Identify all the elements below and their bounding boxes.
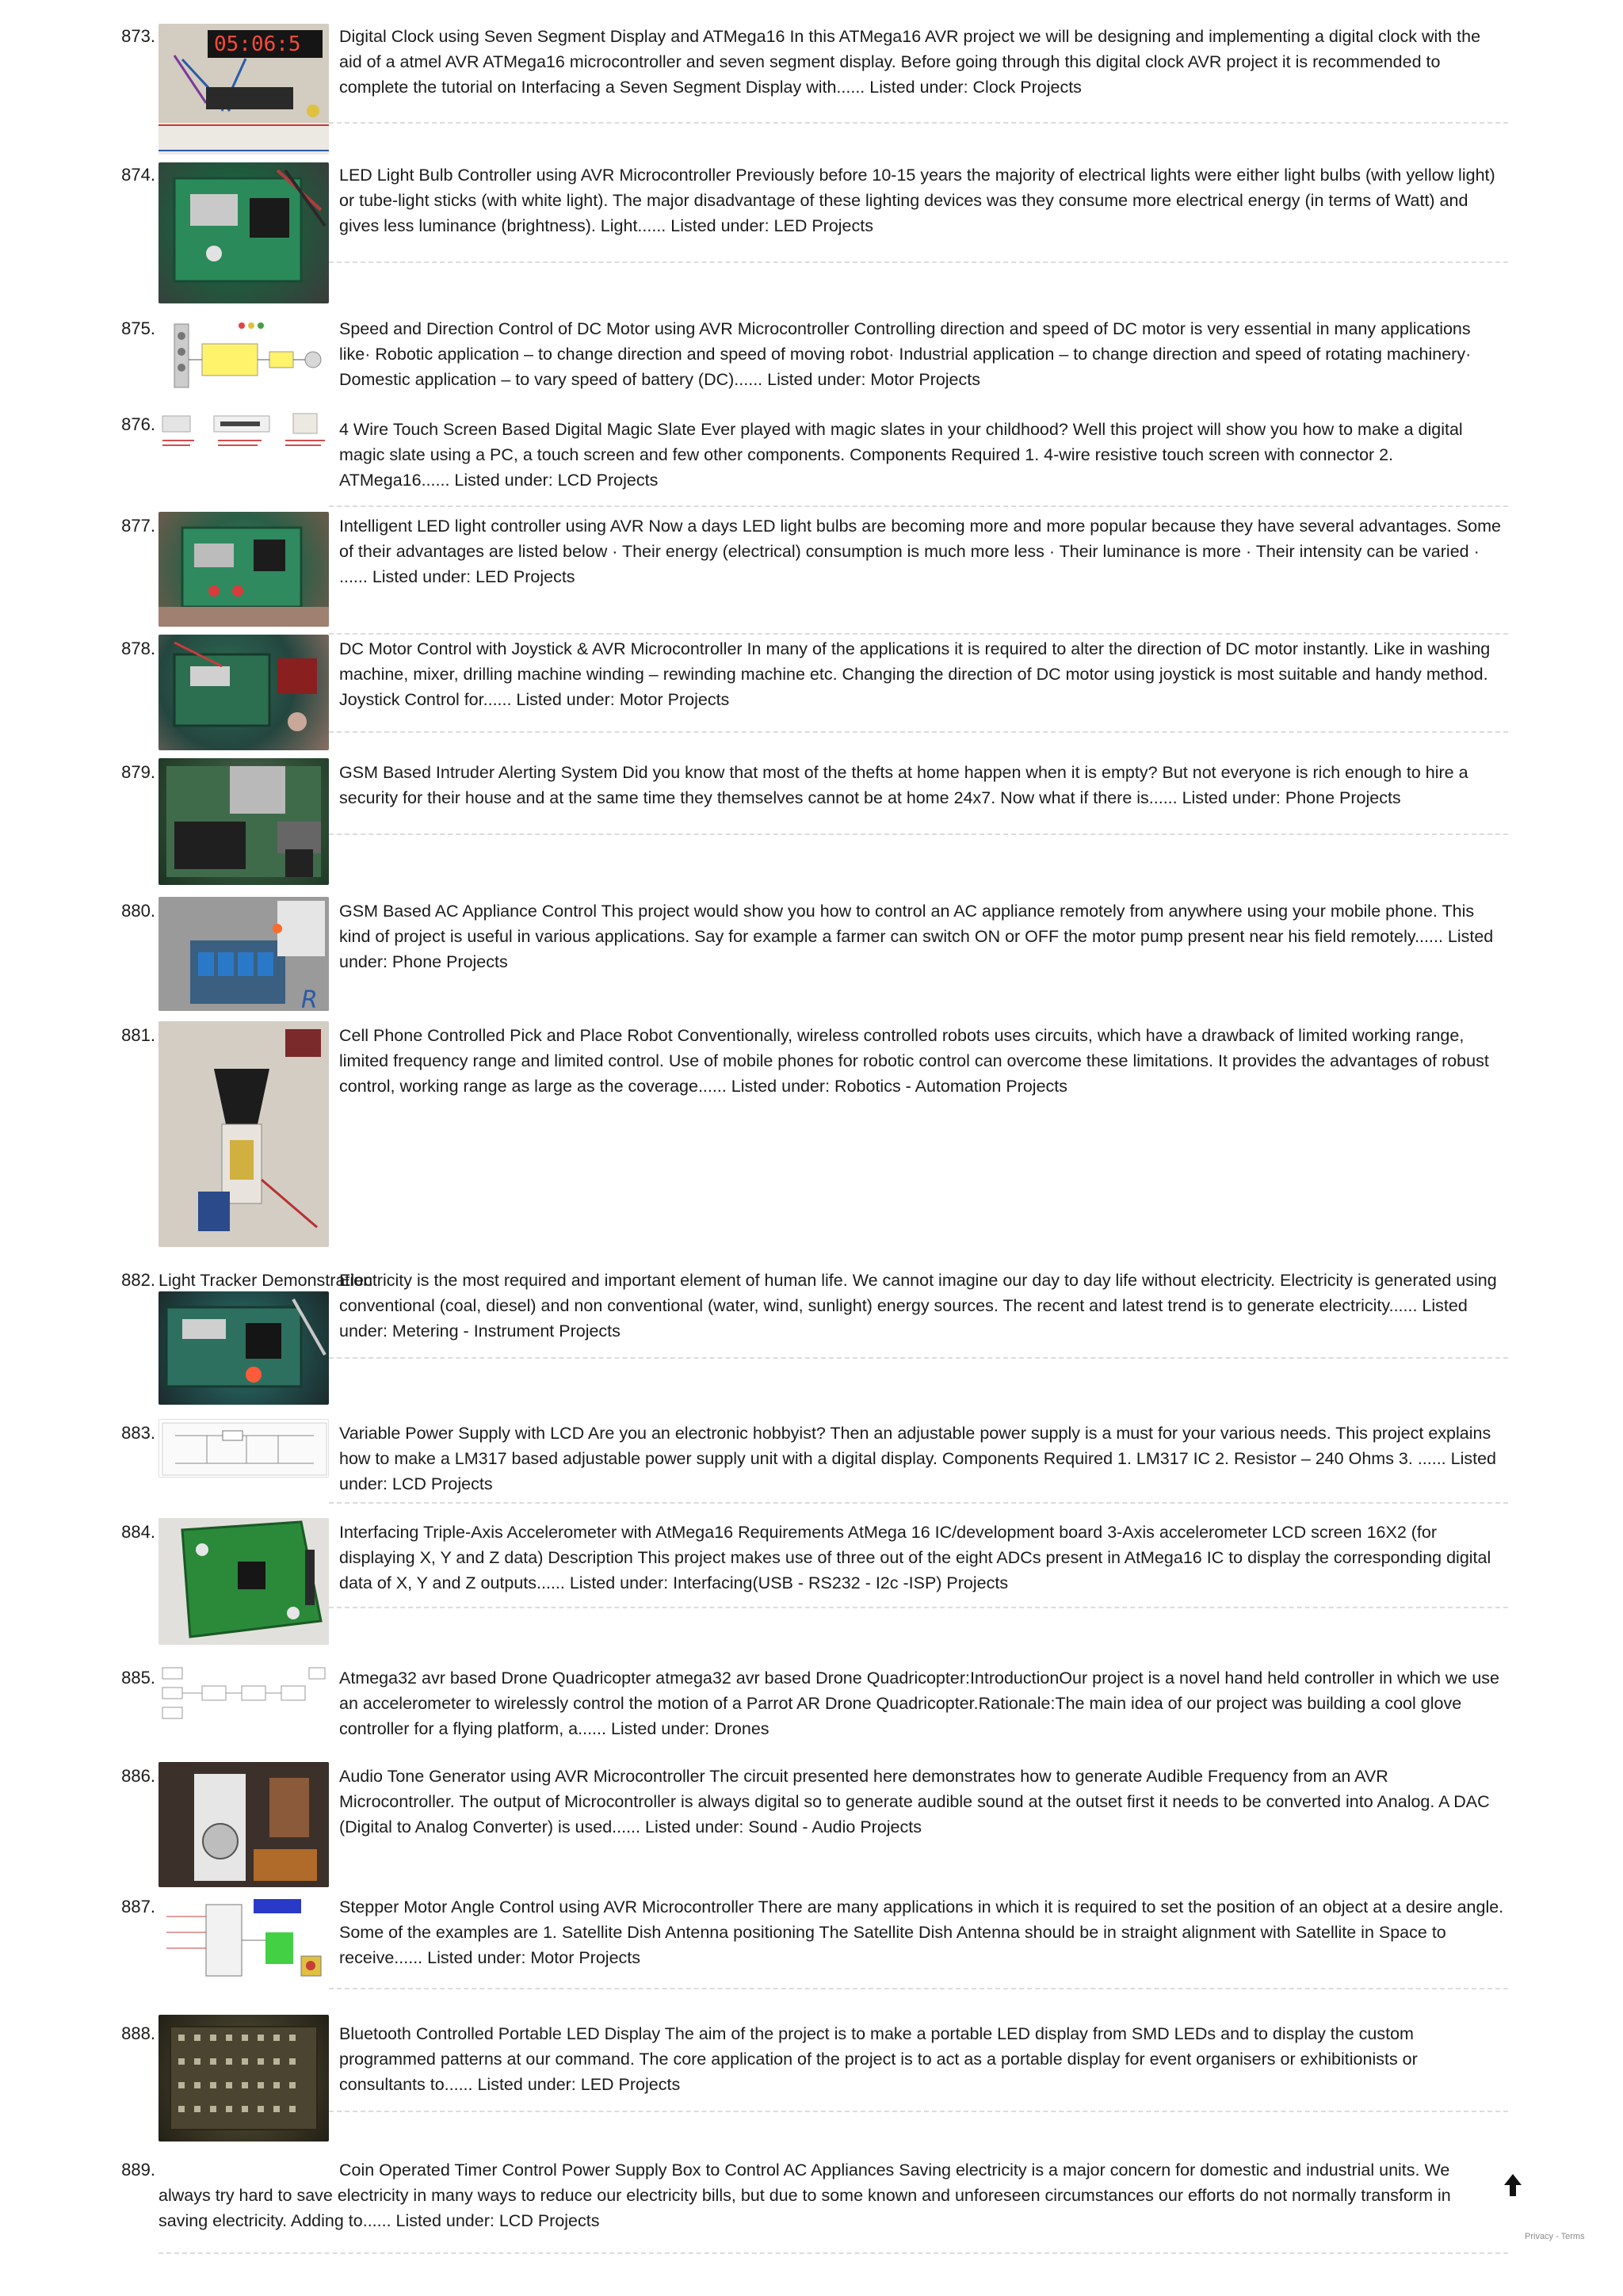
project-description[interactable]: Speed and Direction Control of DC Motor using AVR Microcontroller Controlling direction and speed of DC motor is very essential in many applications like· Robotic application – to change direction and speed of moving robot· Industrial application – to change direction and speed of rotating machinery· Domestic application – to vary speed of battery (DC)...... Listed under: Motor Projects bbox=[339, 319, 1472, 389]
project-thumbnail[interactable] bbox=[158, 897, 329, 1011]
item-number: 889. bbox=[121, 2160, 155, 2180]
project-description[interactable]: Variable Power Supply with LCD Are you an electronic hobbyist? Then an adjustable power supply is a must for your various needs. This project explains how to make a LM317 based adjustable power supply unit with a digital display. Components Required 1. LM317 IC 2. Resistor – 240 Ohms 3. ...... Listed under: LCD Projects bbox=[339, 1424, 1497, 1493]
item-number: 876. bbox=[121, 414, 155, 434]
project-description[interactable] bbox=[158, 1268, 1506, 1344]
item-number: 887. bbox=[121, 1897, 155, 1917]
terms-link[interactable]: Terms bbox=[1560, 2232, 1585, 2241]
project-description[interactable]: GSM Based AC Appliance Control This project would show you how to control an AC appliance remotely from anywhere using your mobile phone. This kind of project is useful in various applications. Say for example a farmer can switch ON or OFF the motor pump present near his field remotely...... Listed under: Phone Projects bbox=[339, 902, 1494, 971]
item-number: 878. bbox=[121, 639, 155, 658]
project-thumbnail[interactable] bbox=[158, 1419, 329, 1478]
project-thumbnail[interactable] bbox=[158, 1664, 329, 1727]
project-thumbnail[interactable] bbox=[158, 2015, 329, 2142]
project-description[interactable]: Stepper Motor Angle Control using AVR Microcontroller There are many applications in which it is required to set the position of an object at a desire angle. Some of the examples are 1. Satellite Dish Antenna positioning The Satellite Dish Antenna should be in straight alignment with Satellite in Space to receive...... Listed under: Motor Projects bbox=[339, 1897, 1504, 1967]
recaptcha-footer bbox=[1525, 2232, 1585, 2241]
led-display-image bbox=[158, 2015, 329, 2142]
item-number: 874. bbox=[121, 165, 155, 185]
intelligent-led-image bbox=[158, 512, 329, 627]
project-thumbnail[interactable] bbox=[158, 1762, 329, 1887]
item-number: 884. bbox=[121, 1522, 155, 1542]
item-number: 882. bbox=[121, 1270, 155, 1290]
project-description[interactable]: LED Light Bulb Controller using AVR Microcontroller Previously before 10-15 years the majority of electrical lights were either light bulbs (with yellow light) or tube-light sticks (with white light). The major disadvantage of these lighting devices was they consume more electrical energy (in terms of Watt) and gives less luminance (brightness). Light...... Listed under: LED Projects bbox=[339, 166, 1495, 235]
project-thumbnail[interactable] bbox=[158, 1021, 329, 1247]
project-description[interactable]: Bluetooth Controlled Portable LED Display The aim of the project is to make a portable LED display from SMD LEDs and to display the custom programmed patterns at our command. The core application of the project is to act as a portable display for event organisers or exhibitionists or consultants to...... Listed under: LED Projects bbox=[339, 2024, 1418, 2094]
gsm-intruder-image bbox=[158, 758, 329, 885]
power-supply-schematic bbox=[159, 1420, 329, 1478]
robot-image bbox=[158, 1021, 329, 1247]
list-item bbox=[0, 999, 1623, 1257]
gsm-relay-image bbox=[158, 897, 329, 1011]
project-thumbnail[interactable] bbox=[158, 316, 329, 403]
item-number: 888. bbox=[121, 2023, 155, 2043]
touch-screen-diagram bbox=[158, 412, 329, 467]
privacy-link[interactable]: Privacy bbox=[1525, 2232, 1554, 2241]
project-thumbnail[interactable] bbox=[158, 412, 329, 467]
project-thumbnail[interactable] bbox=[158, 758, 329, 885]
list-item bbox=[0, 736, 1623, 879]
item-divider bbox=[329, 2111, 1508, 2112]
project-description[interactable]: Intelligent LED light controller using AVR Now a days LED light bulbs are becoming more and more popular because they have several advantages. Some of their advantages are listed below · Their energy (electrical) consumption is much more less · Their luminance is more · Their intensity can be varied · ...... Listed under: LED Projects bbox=[339, 517, 1502, 586]
list-item bbox=[0, 393, 1623, 496]
item-divider bbox=[329, 833, 1508, 835]
svg-text:R: R bbox=[301, 986, 318, 1011]
item-divider bbox=[329, 1988, 1508, 1989]
list-item bbox=[0, 292, 1623, 387]
item-divider bbox=[329, 261, 1508, 263]
project-description[interactable]: DC Motor Control with Joystick & AVR Microcontroller In many of the applications it is required to alter the direction of DC motor instantly. Like in washing machine, mixer, drilling machine winding – rewinding machine etc. Changing the direction of DC motor using joystick is most suitable and handy method. Joystick Control for...... Listed under: Motor Projects bbox=[339, 639, 1491, 709]
project-thumbnail[interactable] bbox=[158, 1518, 329, 1645]
project-text: Coin Operated Timer Control Power Supply Box to Control AC Appliances Saving electricity is a major concern for domestic and industrial units. We always try hard to save electricity in many ways to reduce our electricity bills, but due to some known and unforeseen circumstances our efforts do not normally transform in saving electricity. Adding to...... Listed under: LCD Projects bbox=[158, 2161, 1451, 2230]
accelerometer-image bbox=[158, 1518, 329, 1645]
list-item bbox=[0, 1740, 1623, 1882]
project-description[interactable]: 4 Wire Touch Screen Based Digital Magic Slate Ever played with magic slates in your childhood? Well this project will show you how to make a digital magic slate using a PC, a touch screen and few other components. Components Required 1. 4-wire resistive touch screen with connector 2. ATMega16...... Listed under: LCD Projects bbox=[339, 420, 1463, 490]
list-item bbox=[0, 1244, 1623, 1379]
footer-separator: - bbox=[1553, 2232, 1561, 2241]
list-item bbox=[0, 490, 1623, 616]
arrow-up-icon bbox=[1503, 2172, 1523, 2199]
list-item bbox=[0, 139, 1623, 281]
project-description[interactable]: Digital Clock using Seven Segment Display and ATMega16 In this ATMega16 AVR project we will be designing and implementing a digital clock with the aid of a atmel AVR ATMega16 microcontroller and seven segment display. Before going through this digital clock AVR project it is recommended to complete the tutorial on Interfacing a Seven Segment Display with...... Listed under: Clock Projects bbox=[339, 27, 1481, 97]
project-thumbnail[interactable] bbox=[158, 1893, 329, 1994]
project-description[interactable]: Cell Phone Controlled Pick and Place Robot Conventionally, wireless controlled robots uses circuits, which have a drawback of limited working range, limited frequency range and limited control. Use of mobile phones for robotic control can overcome these limitations. It provides the advantages of robust control, working range as large as the coverage...... Listed under: Robotics - Automation Projects bbox=[339, 1026, 1489, 1096]
project-thumbnail[interactable] bbox=[158, 512, 329, 627]
item-number: 881. bbox=[121, 1025, 155, 1045]
led-controller-image bbox=[158, 162, 329, 303]
item-divider bbox=[158, 2252, 1508, 2254]
list-item bbox=[0, 875, 1623, 1017]
list-item bbox=[0, 1496, 1623, 1638]
project-thumbnail[interactable] bbox=[158, 24, 329, 154]
project-description[interactable]: Atmega32 avr based Drone Quadricopter atmega32 avr based Drone Quadricopter:IntroductionOur project is a novel hand held controller in which we use an accelerometer to wirelessly control the motion of a Parrot AR Drone Quadricopter.Rationale:The main idea of our project was building a cool glove controller for a flying platform, a...... Listed under: Drones bbox=[339, 1669, 1500, 1738]
motor-block-diagram bbox=[158, 316, 329, 403]
drone-block-diagram bbox=[158, 1664, 329, 1727]
list-item bbox=[0, 0, 1623, 127]
item-number: 877. bbox=[121, 516, 155, 536]
joystick-board-image bbox=[158, 635, 329, 750]
clock-circuit-image bbox=[158, 24, 329, 154]
project-title[interactable]: Light Tracker Demonstration bbox=[158, 1271, 373, 1290]
item-number: 886. bbox=[121, 1766, 155, 1786]
list-item bbox=[0, 1871, 1623, 2001]
item-divider bbox=[329, 1607, 1508, 1608]
list-item bbox=[0, 1997, 1623, 2148]
item-divider bbox=[329, 731, 1508, 733]
item-number: 879. bbox=[121, 762, 155, 782]
item-number: 885. bbox=[121, 1668, 155, 1688]
item-number: 875. bbox=[121, 318, 155, 338]
item-divider bbox=[329, 122, 1508, 124]
item-number: 873. bbox=[121, 26, 155, 46]
stepper-schematic bbox=[158, 1893, 329, 1994]
list-item bbox=[0, 612, 1623, 739]
project-description[interactable] bbox=[158, 2157, 1498, 2233]
project-description[interactable]: Interfacing Triple-Axis Accelerometer with AtMega16 Requirements AtMega 16 IC/development board 3-Axis accelerometer LCD screen 16X2 (for displaying X, Y and Z data) Description This project makes use of three out of the eight ADCs present in AtMega16 IC to display the corresponding digital data of X, Y and Z outputs...... Listed under: Interfacing(USB - RS232 - I2c -ISP) Projects bbox=[339, 1523, 1491, 1592]
project-thumbnail[interactable] bbox=[158, 635, 329, 750]
project-text: Electricity is the most required and important element of human life. We cannot imagine our day to day life without electricity. Electricity is generated using conventional (coal, diesel) and non conventional (water, wind, sunlight) energy sources. The recent and latest trend is to generate electricity...... Listed under: Metering - Instrument Projects bbox=[339, 1271, 1497, 1341]
list-item bbox=[0, 2134, 1623, 2260]
item-divider bbox=[329, 1357, 1508, 1359]
back-to-top-button[interactable] bbox=[1503, 2172, 1523, 2199]
audio-generator-image bbox=[158, 1762, 329, 1887]
item-number: 880. bbox=[121, 901, 155, 921]
item-number: 883. bbox=[121, 1423, 155, 1443]
project-thumbnail[interactable] bbox=[158, 162, 329, 303]
project-description[interactable]: Audio Tone Generator using AVR Microcontroller The circuit presented here demonstrates how to generate Audible Frequency from an AVR Microcontroller. The output of Microcontroller is always digital so to generate audible sound at the outset first it needs to be converted into Analog. A DAC (Digital to Analog Converter) is used...... Listed under: Sound - Audio Projects bbox=[339, 1767, 1490, 1836]
project-description[interactable]: GSM Based Intruder Alerting System Did you know that most of the thefts at home happen when it is empty? But not everyone is rich enough to hire a security for their house and at the same time they themselves cannot be at home 24x7. Now what if there is...... Listed under: Phone Projects bbox=[339, 763, 1468, 807]
seven-segment-display: 05:06:5 bbox=[214, 32, 301, 56]
